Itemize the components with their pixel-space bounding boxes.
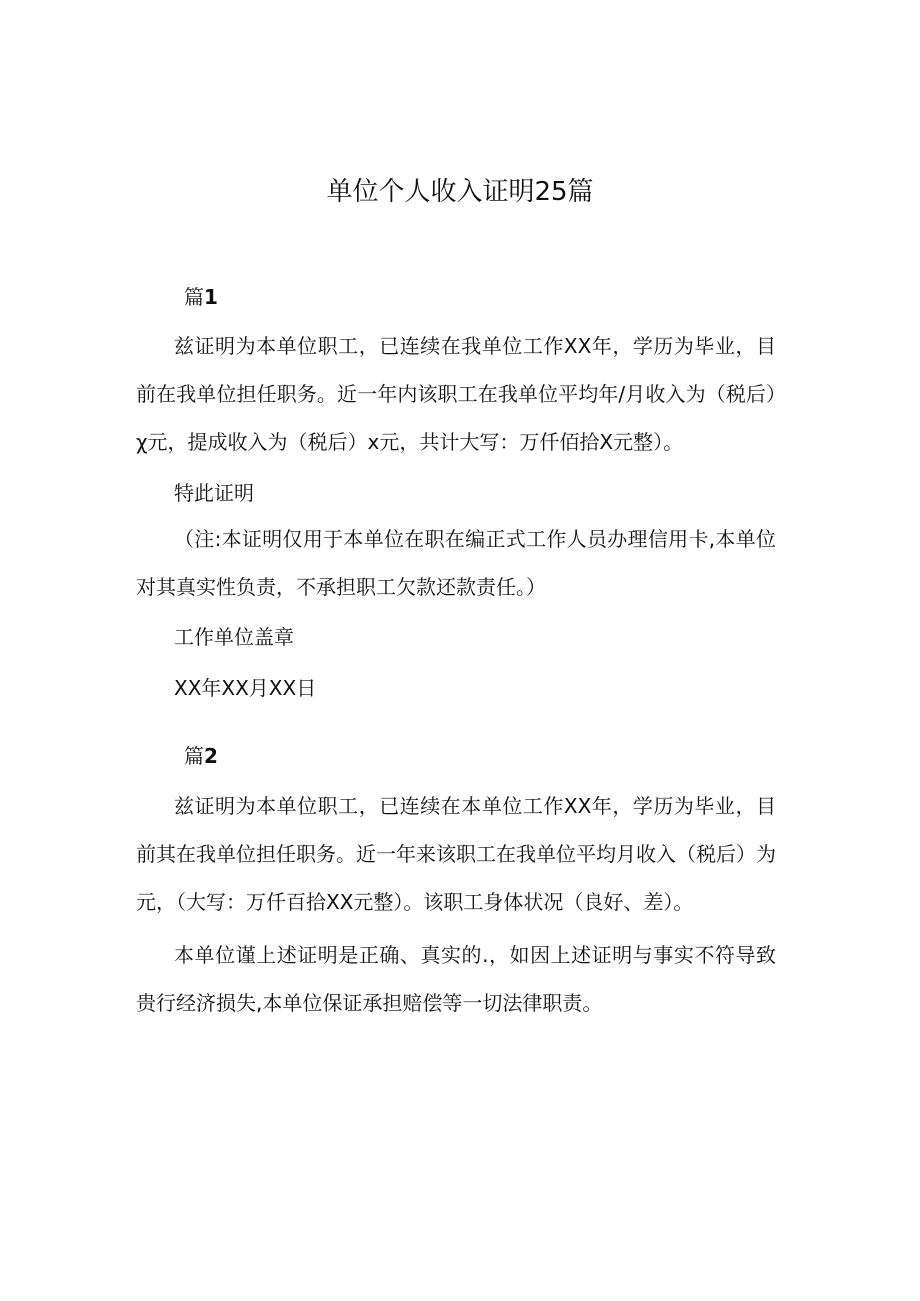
document-title: 单位个人收入证明25篇	[326, 177, 594, 207]
section-1-heading	[184, 282, 218, 312]
section-1-heading-number: 1	[204, 285, 218, 309]
section-1-heading-prefix: 篇	[184, 285, 204, 309]
section-1-stamp: 工作单位盖章	[174, 625, 294, 649]
section-2-body-2: 本单位谨上述证明是正确、真实的.，如因上述证明与事实不符导致贵行经济损失,本单位保证承担赔偿等一切法律职责。	[136, 943, 776, 1015]
section-2-heading-prefix: 篇	[184, 744, 204, 768]
section-1-note: （注:本证明仅用于本单位在职在编正式工作人员办理信用卡,本单位对其真实性负责，不承担职工欠款还款责任。）	[136, 527, 776, 599]
section-2-heading	[184, 741, 218, 771]
section-1-date: XX年XX月XX日	[174, 676, 317, 700]
section-1-body: 兹证明为本单位职工，已连续在我单位工作XX年，学历为毕业，目前在我单位担任职务。近一年内该职工在我单位平均年/月收入为（税后）χ元，提成收入为（税后）x元，共计大写：万仟佰拾X元整）。	[136, 334, 776, 454]
section-1-closing: 特此证明	[174, 481, 254, 505]
section-2-body: 兹证明为本单位职工，已连续在本单位工作XX年，学历为毕业，目前其在我单位担任职务。近一年来该职工在我单位平均月收入（税后）为元，（大写：万仟百拾XX元整）。该职工身体状况（良好、差）。	[136, 794, 776, 914]
section-2-heading-number: 2	[204, 744, 218, 768]
